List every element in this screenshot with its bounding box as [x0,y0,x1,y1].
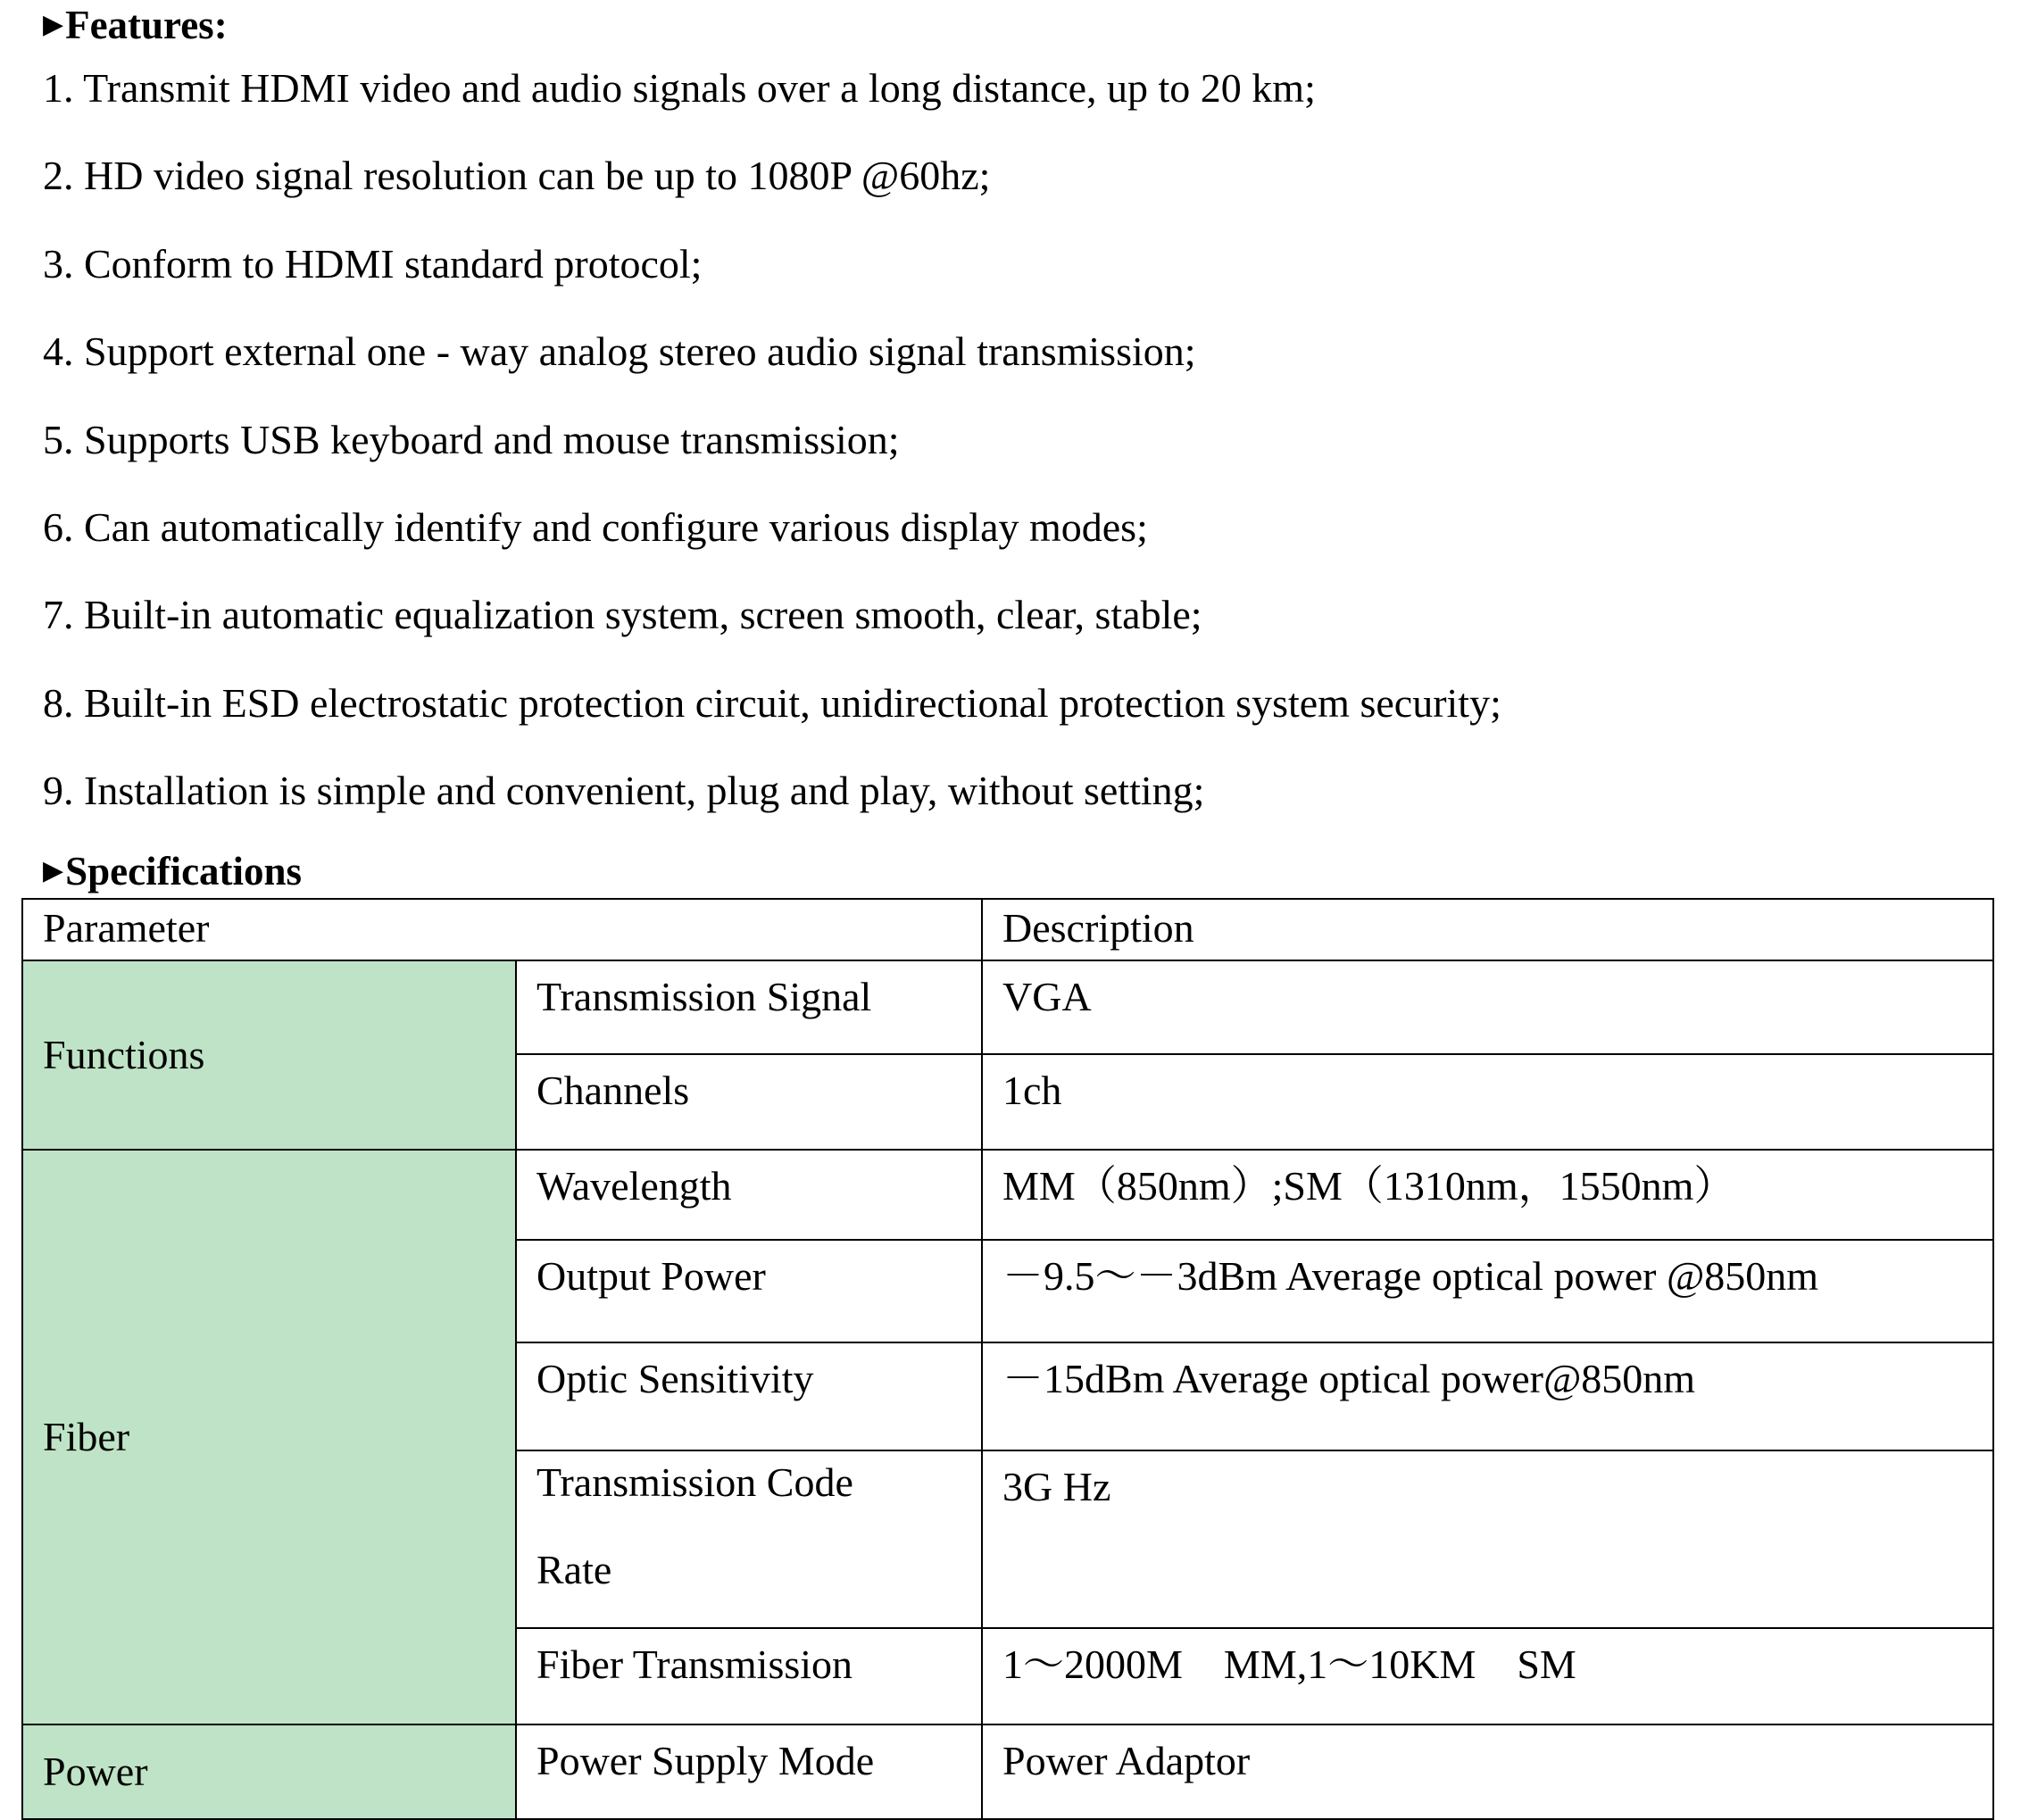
group-power: Power [22,1724,516,1819]
param-channels: Channels [516,1054,982,1150]
param-transmission-signal: Transmission Signal [516,960,982,1054]
header-parameter: Parameter [22,899,982,960]
param-transmission-code-rate: Transmission Code Rate [516,1450,982,1628]
specifications-heading-text: Specifications [65,849,303,893]
table-row [22,960,1993,1054]
feature-item-7: 7. Built-in automatic equalization system, screen smooth, clear, stable; [43,592,1202,638]
feature-item-3: 3. Conform to HDMI standard protocol; [43,240,703,287]
param-wavelength: Wavelength [516,1150,982,1240]
triangle-bullet-icon: ▶ [43,856,64,885]
param-fiber-transmission: Fiber Transmission [516,1628,982,1724]
param-power-supply-mode: Power Supply Mode [516,1724,982,1819]
value-output-power: －9.5～－3dBm Average optical power @850nm [982,1240,1993,1342]
value-fiber-transmission: 1～2000M MM,1～10KM SM [982,1628,1993,1724]
header-description: Description [982,899,1993,960]
feature-item-8: 8. Built-in ESD electrostatic protection circuit, unidirectional protection system security; [43,679,1501,726]
specifications-table [21,898,1994,1820]
feature-item-2: 2. HD video signal resolution can be up to 1080P @60hz; [43,153,991,199]
table-row [22,1724,1993,1819]
feature-item-4: 4. Support external one - way analog stereo audio signal transmission; [43,328,1196,375]
value-transmission-signal: VGA [982,960,1993,1054]
param-optic-sensitivity: Optic Sensitivity [516,1342,982,1450]
features-heading [43,5,228,46]
value-power-supply-mode: Power Adaptor [982,1724,1993,1819]
group-functions: Functions [22,960,516,1150]
value-wavelength: MM（850nm）;SM（1310nm，1550nm） [982,1150,1993,1240]
feature-item-1: 1. Transmit HDMI video and audio signals over a long distance, up to 20 km; [43,65,1316,111]
table-row [22,1150,1993,1240]
feature-item-6: 6. Can automatically identify and configure various display modes; [43,503,1148,550]
feature-item-5: 5. Supports USB keyboard and mouse transmission; [43,416,900,462]
specifications-heading [43,849,303,893]
group-fiber: Fiber [22,1150,516,1724]
value-optic-sensitivity: －15dBm Average optical power@850nm [982,1342,1993,1450]
value-transmission-code-rate: 3G Hz [982,1450,1993,1628]
feature-list [43,65,1501,859]
feature-item-9: 9. Installation is simple and convenient, plug and play, without setting; [43,768,1205,814]
features-heading-text: Features: [65,3,228,47]
value-channels: 1ch [982,1054,1993,1150]
triangle-bullet-icon: ▶ [43,10,64,39]
param-output-power: Output Power [516,1240,982,1342]
table-header-row [22,899,1993,960]
